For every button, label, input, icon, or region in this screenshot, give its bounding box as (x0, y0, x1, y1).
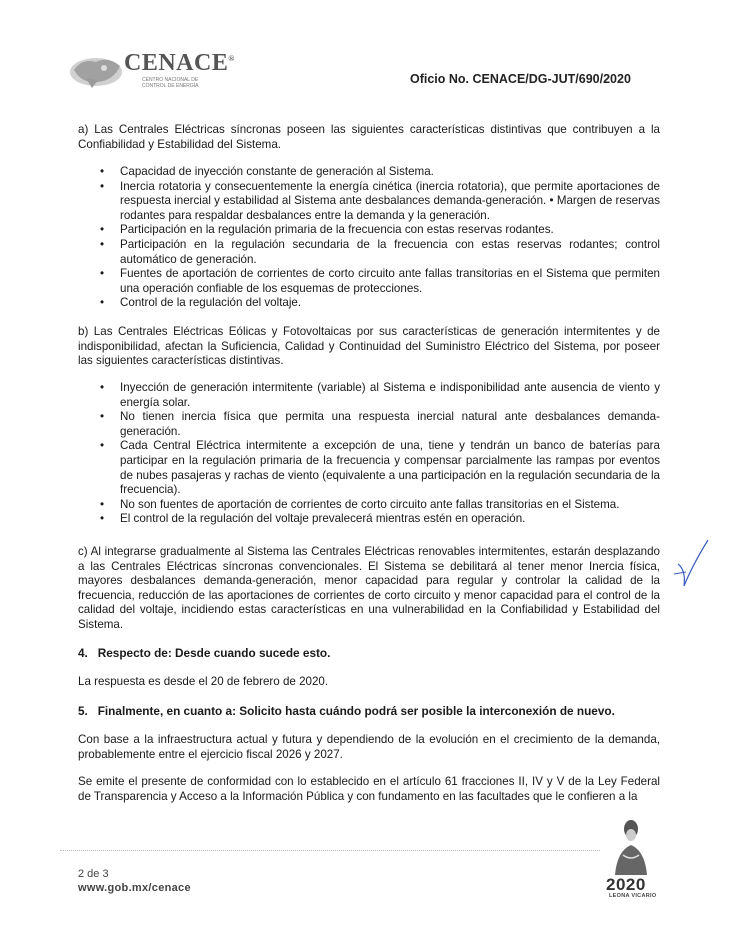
paragraph-a (78, 123, 660, 152)
closing-paragraph (78, 775, 660, 804)
website-link[interactable]: www.gob.mx/cenace (78, 882, 191, 894)
list-a (78, 165, 660, 311)
footer-divider (60, 850, 600, 851)
list-item: • Inercia rotatoria y consecuentemente la energía cinética (inercia rotatoria), que permite aportaciones de respuesta inercial y estabilidad al Sistema ante desbalances demanda-generación. • Margen de reservas rodantes para respaldar desbalances entre la demanda y la generación. (78, 180, 660, 224)
leona-vicario-portrait-icon (605, 815, 657, 877)
list-item: • Fuentes de aportación de corrientes de corto circuito ante fallas transitorias en el Sistema que permiten una operación confiable de los esquemas de protecciones. (78, 267, 660, 296)
year-badge: 2020 (606, 875, 646, 894)
list-item: • Participación en la regulación primaria de la frecuencia con estas reservas rodantes. (78, 223, 660, 238)
year-badge-name: LEONA VICARIO (609, 893, 657, 899)
paragraph-a-text: a) Las Centrales Eléctricas síncronas poseen las siguientes características distintivas que contribuyen a la Confiabilidad y Estabilidad del Sistema. (78, 123, 660, 151)
question-5-text: Finalmente, en cuanto a: Solicito hasta cuándo podrá ser posible la interconexión de nuevo. (97, 704, 615, 718)
logo-wordmark: CENACE® (124, 50, 235, 76)
list-item: • Inyección de generación intermitente (variable) al Sistema e indisponibilidad ante ausencia de viento y energía solar. (78, 381, 660, 410)
question-4 (78, 646, 660, 661)
question-4-number: 4. (78, 646, 88, 660)
question-4-text: Respecto de: Desde cuando sucede esto. (97, 646, 331, 660)
question-5 (78, 704, 660, 719)
list-item: • Capacidad de inyección constante de generación al Sistema. (78, 165, 660, 180)
handwritten-check-mark-icon (672, 536, 712, 596)
answer-4 (78, 675, 660, 690)
page-number: 2 de 3 (78, 868, 109, 880)
question-5-number: 5. (78, 704, 88, 718)
list-item: • No tienen inercia física que permita una respuesta inercial natural ante desbalances demanda-generación. (78, 410, 660, 439)
list-item: • Cada Central Eléctrica intermitente a excepción de una, tiene y tendrán un banco de baterías para participar en la regulación primaria de la frecuencia y compensar parcialmente las rampas por eventos de nubes pasajeras y rachas de viento (equivalente a una participación en la regulación secundaria de la frecuencia). (78, 439, 660, 497)
answer-4-text: La respuesta es desde el 20 de febrero de 2020. (78, 675, 329, 688)
list-b (78, 381, 660, 527)
answer-5 (78, 733, 660, 762)
paragraph-c (78, 545, 660, 633)
answer-5-text: Con base a la infraestructura actual y futura y dependiendo de la evolución en el crecimiento de la demanda, probablemente entre el ejercicio fiscal 2026 y 2027. (78, 733, 660, 761)
logo-subtitle: CENTRO NACIONAL DE CONTROL DE ENERGÍA (142, 77, 199, 89)
oficio-number: Oficio No. CENACE/DG-JUT/690/2020 (410, 72, 631, 86)
paragraph-c-text: c) Al integrarse gradualmente al Sistema las Centrales Eléctricas renovables intermitentes, estarán desplazando a las Centrales Eléctricas síncronas convencionales. El Sistema se debilitará al tener menor Inercia física, mayores desbalances demanda-generación, menor capacidad para regular y controlar la calidad de la frecuencia, reducción de las aportaciones de corrientes de corto circuito y menor capacidad para el control de la calidad del voltaje, incidiendo estas características en una vulnerabilidad en la Confiabilidad y Estabilidad del Sistema. (78, 545, 660, 631)
list-item: • Participación en la regulación secundaria de la frecuencia con estas reservas rodantes; control automático de generación. (78, 238, 660, 267)
list-item: • El control de la regulación del voltaje prevalecerá mientras estén en operación. (78, 512, 660, 527)
list-item: • No son fuentes de aportación de corrientes de corto circuito ante fallas transitorias en el Sistema. (78, 498, 660, 513)
list-item: • Control de la regulación del voltaje. (78, 296, 660, 311)
paragraph-b (78, 325, 660, 369)
closing-text: Se emite el presente de conformidad con lo establecido en el artículo 61 fracciones II, IV y V de la Ley Federal de Transparencia y Acceso a la Información Pública y con fundamento en las facultades que le confieren a la (78, 775, 660, 803)
paragraph-b-text: b) Las Centrales Eléctricas Eólicas y Fotovoltaicas por sus características de generación intermitentes y de indisponibilidad, afectan la Suficiencia, Calidad y Continuidad del Suministro Eléctrico del Sistema, por poseer las siguientes características distintivas. (78, 325, 660, 368)
